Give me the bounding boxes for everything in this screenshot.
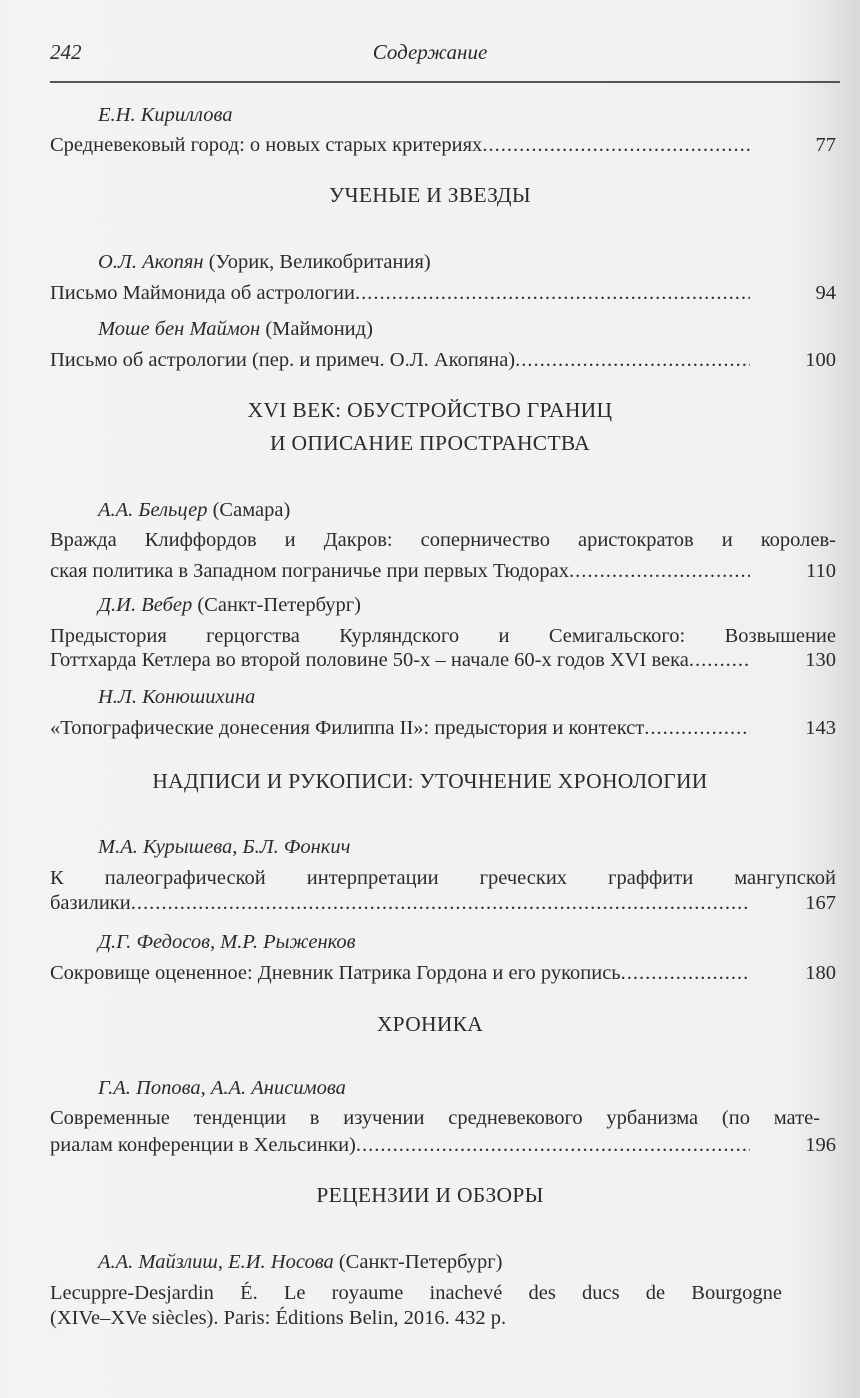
entry-page: 94 [815,282,836,304]
toc-entry[interactable] [50,959,836,987]
toc-author [50,591,860,619]
author-affiliation: (Уорик, Великобритания) [208,251,431,273]
toc-author [50,683,860,711]
author-affiliation: (Самара) [212,499,291,521]
entry-title: «Топографические донесения Филиппа II»: предыстория и контекст [50,717,645,739]
dot-leader [131,889,750,917]
entry-page: 110 [806,560,836,582]
author-affiliation: (Санкт-Петербург) [197,594,361,616]
entry-page: 77 [815,134,836,156]
author-name: Д.И. Вебер [98,594,193,616]
entry-title: Сокровище оцененное: Дневник Патрика Гордона и его рукопись [50,962,621,984]
dot-leader [355,279,750,307]
dot-leader [482,131,750,159]
entry-title: Средневековый город: о новых старых критериях [50,134,483,156]
toc-author [50,496,860,524]
author-name: А.А. Бельцер [98,499,208,521]
toc-entry[interactable] [50,346,836,374]
dot-leader [621,959,750,987]
entry-page: 180 [805,962,836,984]
dot-leader [356,1131,750,1159]
entry-page: 100 [805,349,836,371]
dot-leader [644,714,750,742]
author-name: А.А. Майзлиш, Е.И. Носова [98,1251,334,1273]
author-affiliation: (Маймонид) [265,318,373,340]
section-heading: И ОПИСАНИЕ ПРОСТРАНСТВА [270,431,590,455]
entry-title: Готтхарда Кетлера во второй половине 50-х – начале 60-х годов XVI века [50,649,689,671]
entry-title: ская политика в Западном пограничье при первых Тюдорах [50,560,570,582]
entry-page: 167 [805,892,836,914]
page-number: 242 [50,40,82,64]
entry-title: риалам конференции в Хельсинки) [50,1134,356,1156]
author-name: Г.А. Попова, А.А. Анисимова [98,1077,346,1099]
entry-title: базилики [50,892,131,914]
toc-author [50,248,860,276]
toc-entry[interactable] [50,714,836,742]
toc-entry[interactable] [50,131,836,159]
entry-title-line[interactable]: Современные тенденции в изучении средневекового урбанизма (по мате- [50,1107,820,1129]
entry-page: 196 [805,1134,836,1156]
author-name: М.А. Курышева, Б.Л. Фонкич [98,836,351,858]
entry-title-line[interactable]: (XIVe–XVe siècles). Paris: Éditions Belin, 2016. 432 p. [50,1307,507,1329]
section-heading: НАДПИСИ И РУКОПИСИ: УТОЧНЕНИЕ ХРОНОЛОГИИ [152,769,708,793]
author-name: Моше бен Маймон [98,318,261,340]
entry-title-line[interactable]: Вражда Клиффордов и Дакров: соперничество аристократов и королев- [50,529,836,551]
toc-entry[interactable] [50,889,836,917]
dot-leader [569,557,750,585]
entry-title: Письмо об астрологии (пер. и примеч. О.Л. Акопяна) [50,349,516,371]
entry-title-line[interactable]: К палеографической интерпретации греческих граффити мангупской [50,867,836,889]
toc-entry[interactable] [50,557,836,585]
entry-title-line[interactable]: Предыстория герцогства Курляндского и Семигальского: Возвышение [50,625,836,647]
entry-title: Письмо Маймонида об астрологии [50,282,355,304]
author-name: Д.Г. Федосов, М.Р. Рыженков [98,931,356,953]
entry-page: 143 [805,717,836,739]
toc-author [50,1248,860,1276]
toc-author [50,928,860,956]
entry-page: 130 [805,649,836,671]
author-affiliation: (Санкт-Петербург) [338,1251,503,1273]
author-name: Н.Л. Конюшихина [98,686,256,708]
toc-author [50,101,860,129]
section-heading: XVI ВЕК: ОБУСТРОЙСТВО ГРАНИЦ [247,398,613,422]
author-name: Е.Н. Кириллова [98,104,233,126]
entry-title-line[interactable]: Lecuppre-Desjardin É. Le royaume inachevé des ducs de Bourgogne [50,1282,782,1304]
author-name: О.Л. Акопян [98,251,204,273]
toc-entry[interactable] [50,646,836,674]
header-rule [50,81,840,83]
section-heading: УЧЕНЫЕ И ЗВЕЗДЫ [329,183,531,207]
section-heading: РЕЦЕНЗИИ И ОБЗОРЫ [316,1183,544,1207]
toc-author [50,833,860,861]
toc-entry[interactable] [50,1131,836,1159]
toc-author [50,315,860,343]
dot-leader [689,646,750,674]
running-title: Содержание [372,40,488,64]
section-heading: ХРОНИКА [376,1012,484,1036]
dot-leader [515,346,750,374]
toc-author [50,1074,860,1102]
toc-entry[interactable] [50,279,836,307]
